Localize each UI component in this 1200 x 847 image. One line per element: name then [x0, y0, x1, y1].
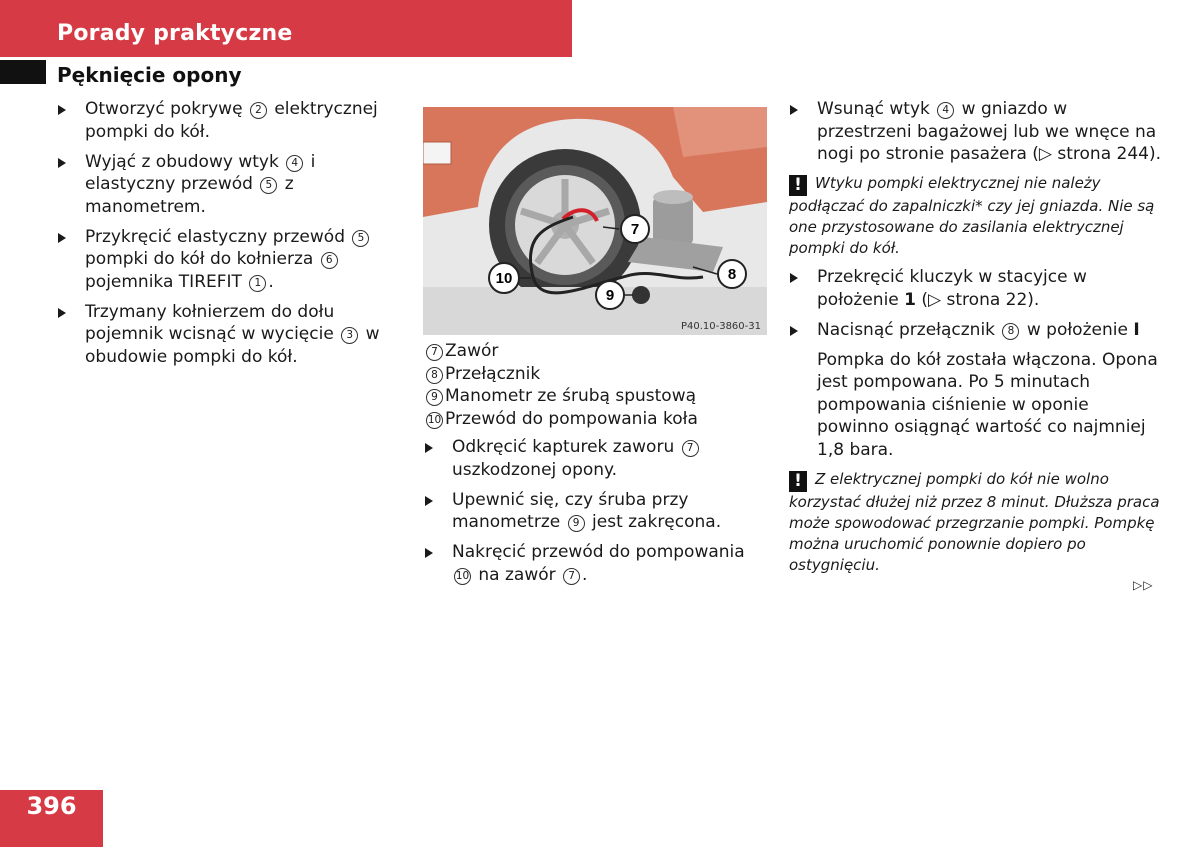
- warning-note: ! Z elektrycznej pompki do kół nie wolno korzystać dłużej niż przez 8 minut. Dłuższa praca może spowodować przegrzanie pompki. Pompkę można uruchomić ponownie dopiero po ostygnięciu.: [789, 470, 1160, 574]
- callout-9: 9: [605, 287, 615, 304]
- tire-inflation-illustration: [423, 107, 767, 335]
- step-item: Wsunąć wtyk 4 w gniazdo w przestrzeni bagażowej lub we wnęce na nogi po stronie pasażera (▷ strona 244).: [789, 98, 1161, 166]
- pressure-gauge: [632, 286, 650, 304]
- callout-number: 5: [352, 230, 369, 247]
- right-column: [789, 98, 1161, 583]
- tire-inflation-drawing: [423, 107, 767, 335]
- section-marker: [0, 60, 46, 84]
- bullet-triangle-icon: [58, 308, 66, 318]
- bullet-triangle-icon: [790, 326, 798, 336]
- bullet-triangle-icon: [790, 273, 798, 283]
- step-item: Otworzyć pokrywę 2 elektrycznej pompki do kół.: [57, 98, 407, 143]
- compressor-unit: [653, 197, 693, 245]
- step-item: Odkręcić kapturek zaworu 7 uszkodzonej opony.: [424, 436, 769, 481]
- callout-number: 6: [321, 252, 338, 269]
- step-item: Nacisnąć przełącznik 8 w położenie I: [789, 319, 1161, 342]
- callout-10: 10: [495, 270, 513, 287]
- chapter-title: Porady praktyczne: [57, 21, 293, 46]
- legend-item: 8 Przełącznik: [424, 363, 769, 386]
- middle-column: [424, 340, 769, 594]
- step-item: Przykręcić elastyczny przewód 5 pompki do kół do kołnierza 6 pojemnika TIREFIT 1 .: [57, 226, 407, 294]
- step-item: Nakręcić przewód do pompowania 10 na zawór 7 .: [424, 541, 769, 586]
- bullet-triangle-icon: [425, 443, 433, 453]
- step-item: Upewnić się, czy śruba przy manometrze 9 jest zakręcona.: [424, 489, 769, 534]
- step-item: Przekręcić kluczyk w stacyjce w położenie 1 (▷ strona 22).: [789, 266, 1161, 311]
- callout-number: 3: [341, 327, 358, 344]
- callout-number: 4: [286, 155, 303, 172]
- warning-icon: !: [789, 471, 807, 492]
- left-column: [57, 98, 407, 376]
- callout-number: 7: [563, 568, 580, 585]
- callout-number: 7: [682, 440, 699, 457]
- warning-icon: !: [789, 175, 807, 196]
- bullet-triangle-icon: [58, 105, 66, 115]
- bullet-triangle-icon: [790, 105, 798, 115]
- legend-item: 10 Przewód do pompowania koła: [427, 408, 698, 429]
- step-item: Wyjąć z obudowy wtyk 4 i elastyczny przewód 5 z manometrem.: [57, 151, 407, 219]
- callout-number: 8: [1002, 323, 1019, 340]
- callout-number: 1: [249, 275, 266, 292]
- bullet-triangle-icon: [58, 158, 66, 168]
- continue-arrows: ▷▷: [1133, 578, 1154, 592]
- legend-item: 9 Manometr ze śrubą spustową: [424, 385, 769, 408]
- figure-code: P40.10-3860-31: [680, 321, 761, 332]
- callout-number: 4: [937, 102, 954, 119]
- callout-8: 8: [727, 266, 737, 283]
- legend-item: 7 Zawór: [424, 340, 769, 363]
- callout-number: 5: [260, 177, 277, 194]
- callout-number: 2: [250, 102, 267, 119]
- bullet-triangle-icon: [425, 548, 433, 558]
- callout-number: 10: [454, 568, 471, 585]
- step-item: Trzymany kołnierzem do dołu pojemnik wcisnąć w wycięcie 3 w obudowie pompki do kół.: [57, 301, 407, 369]
- figure-legend: [424, 340, 769, 430]
- page-number: 396: [26, 792, 77, 820]
- callout-7: 7: [630, 221, 640, 238]
- callout-number: 9: [568, 515, 585, 532]
- result-paragraph: Pompka do kół została włączona. Opona jest pompowana. Po 5 minutach pompowania ciśnienie w oponie powinno osiągnąć wartość co najmniej 1,8 bara.: [817, 349, 1158, 460]
- bullet-triangle-icon: [58, 233, 66, 243]
- section-title: Pęknięcie opony: [57, 63, 242, 87]
- warning-note: ! Wtyku pompki elektrycznej nie należy podłączać do zapalniczki* czy jej gniazda. Nie są one przystosowane do zasilania elektrycznej pompki do kół.: [789, 174, 1155, 257]
- bullet-triangle-icon: [425, 496, 433, 506]
